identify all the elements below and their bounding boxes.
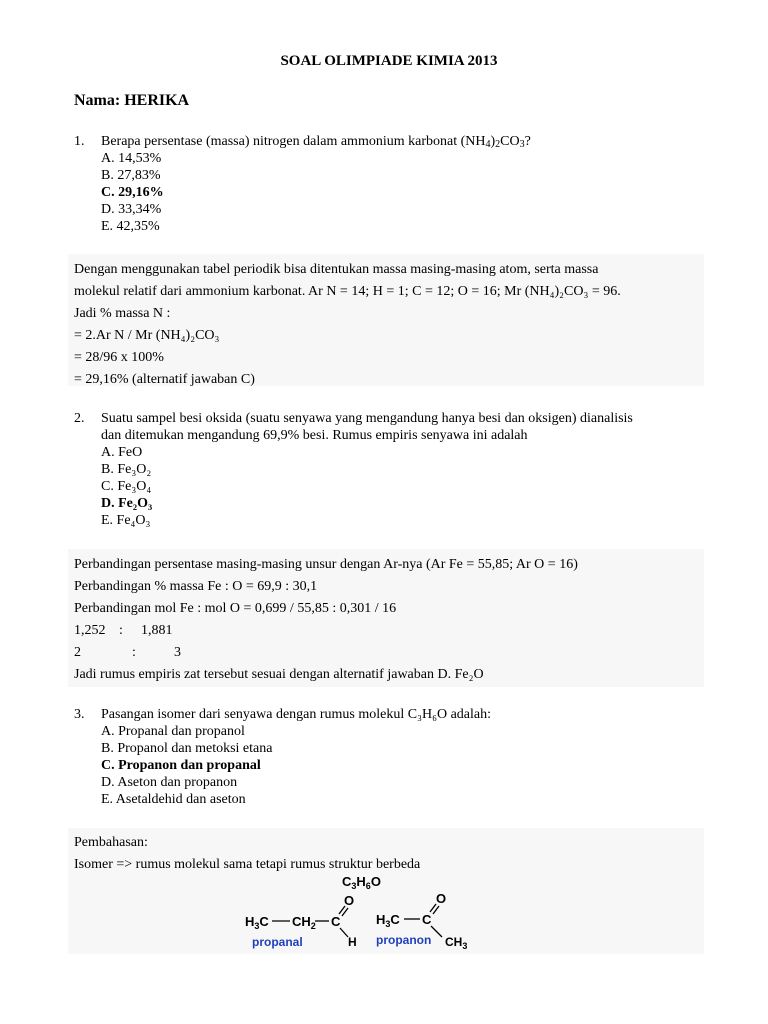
explanation-line: = 29,16% (alternatif jawaban C) (74, 372, 255, 387)
option-e: E. Fe₄O₃ (101, 513, 151, 528)
explanation-line: molekul relatif dari ammonium karbonat. Ar N = 14; H = 1; C = 12; O = 16; Mr (NH₄)₂CO₃ = 96. (74, 284, 621, 299)
explanation-line: = 2.Ar N / Mr (NH₄)₂CO₃ (74, 328, 220, 343)
bond (431, 926, 442, 937)
option-c-answer: C. 29,16% (101, 185, 164, 200)
explanation-line: Jadi % massa N : (74, 306, 171, 321)
option-a: A. Propanal dan propanol (101, 724, 245, 739)
option-b: B. Propanol dan metoksi etana (101, 741, 273, 756)
h3c-atom: $H_3C$ (245, 914, 269, 931)
option-c-answer: C. Propanon dan propanal (101, 758, 261, 773)
propanon-label: propanon (376, 933, 432, 947)
c-atom: C (331, 914, 341, 929)
explanation-line: Pembahasan: (74, 835, 148, 850)
option-d: D. Aseton dan propanon (101, 775, 238, 790)
option-a: A. 14,53% (101, 151, 162, 166)
option-e: E. Asetaldehid dan aseton (101, 792, 246, 807)
page-title: SOAL OLIMPIADE KIMIA 2013 (280, 53, 498, 69)
option-d-answer: D. Fe₂O₃ (101, 496, 153, 511)
student-name: Nama: HERIKA (74, 92, 190, 109)
explanation-line: Jadi rumus empiris zat tersebut sesuai dengan alternatif jawaban D. Fe₂O (74, 667, 484, 682)
option-b: B. Fe₃O₂ (101, 462, 152, 477)
bond (340, 928, 348, 937)
o-atom: O (344, 893, 355, 908)
ch3-atom: $CH_3$ (445, 935, 468, 951)
h3c-atom: $H_3C$ (376, 912, 400, 929)
option-a: A. FeO (101, 445, 143, 460)
option-b: B. 27,83% (101, 168, 161, 183)
explanation-line: Isomer => rumus molekul sama tetapi rumus struktur berbeda (74, 857, 421, 872)
explanation-line: = 28/96 x 100% (74, 350, 164, 365)
option-e: E. 42,35% (101, 219, 160, 234)
explanation-line: Perbandingan mol Fe : mol O = 0,699 / 55,85 : 0,301 / 16 (74, 601, 397, 616)
question-text: Berapa persentase (massa) nitrogen dalam ammonium karbonat $(NH_4)_2CO_3$? (101, 134, 531, 150)
ratio-row: 2 : 3 (74, 645, 181, 660)
molecular-formula: $C_3H_6O$ (342, 874, 381, 891)
question-text: Pasangan isomer dari senyawa dengan rumus molekul C₃H₆O adalah: (101, 707, 491, 722)
o-atom: O (436, 891, 447, 906)
question-number: 1. (74, 134, 85, 149)
option-d: D. 33,34% (101, 202, 162, 217)
option-c: C. Fe₃O₄ (101, 479, 152, 494)
explanation-line: Perbandingan % massa Fe : O = 69,9 : 30,1 (74, 579, 318, 594)
question-text: dan ditemukan mengandung 69,9% besi. Rumus empiris senyawa ini adalah (101, 428, 528, 443)
explanation-line: Dengan menggunakan tabel periodik bisa ditentukan massa masing-masing atom, serta massa (74, 262, 599, 277)
question-text: Suatu sampel besi oksida (suatu senyawa yang mengandung hanya besi dan oksigen) dianalisis (101, 411, 633, 426)
propanon-structure (376, 891, 467, 951)
ch2-atom: $CH_2$ (292, 914, 316, 931)
question-number: 2. (74, 411, 85, 426)
propanal-structure (245, 893, 357, 949)
ratio-row: 1,252 : 1,881 (74, 623, 173, 638)
h-atom: H (348, 935, 357, 949)
propanal-label: propanal (252, 935, 303, 949)
c-atom: C (422, 912, 432, 927)
explanation-line: Perbandingan persentase masing-masing unsur dengan Ar-nya (Ar Fe = 55,85; Ar O = 16) (74, 557, 578, 572)
question-number: 3. (74, 707, 85, 722)
